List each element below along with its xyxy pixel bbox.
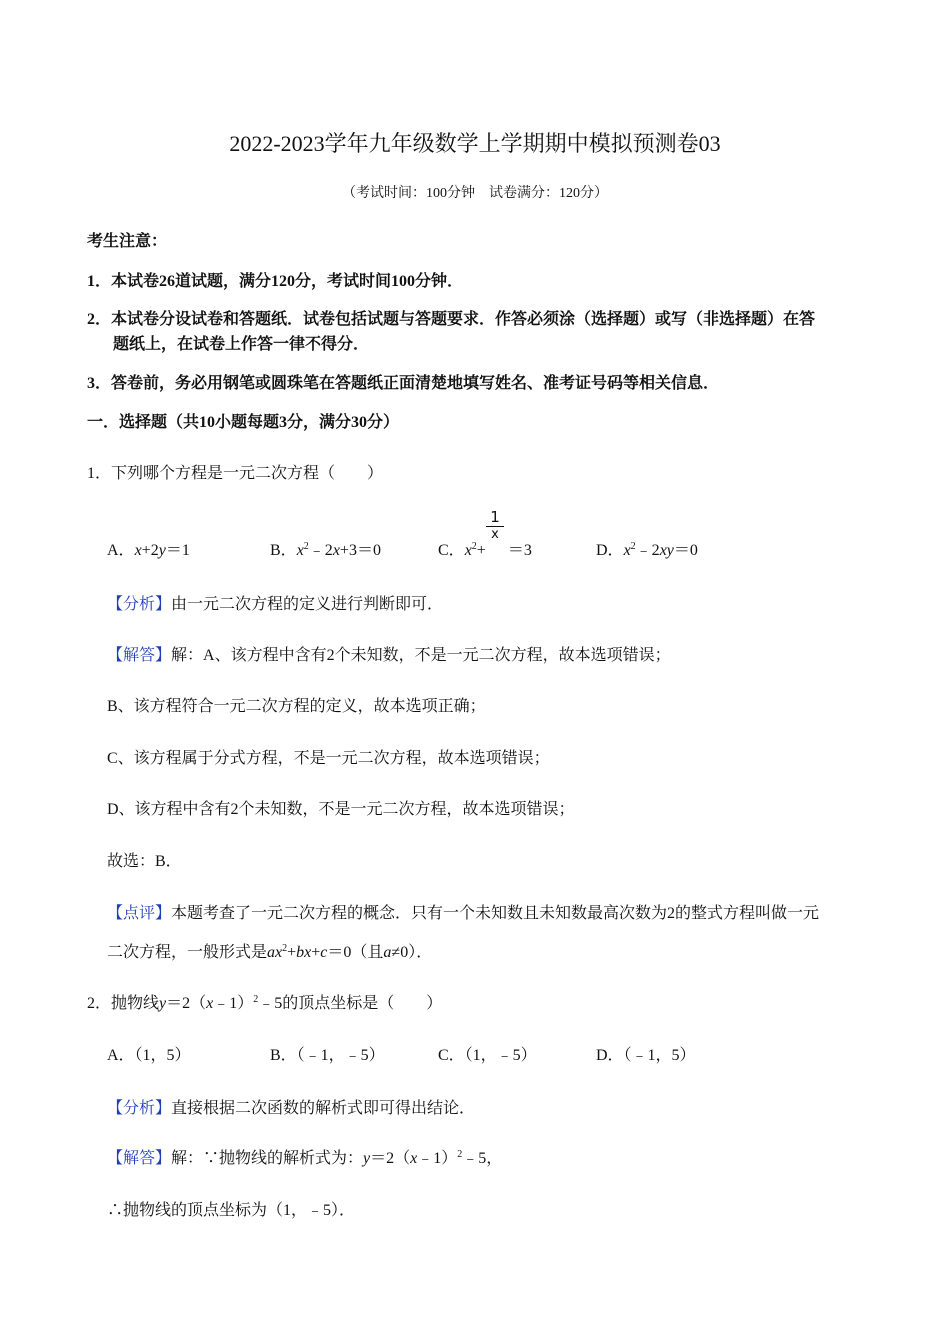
q1-answer-line-3: C、该方程属于分式方程，不是一元二次方程，故本选项错误； (107, 750, 550, 767)
q1-answer-line-5: 故选：B． (107, 853, 182, 870)
notice-item-3: 3．答卷前，务必用钢笔或圆珠笔在答题纸正面清楚地填写姓名、准考证号码等相关信息． (87, 375, 720, 392)
q1-analysis-text: 由一元二次方程的定义进行判断即可． (171, 596, 444, 613)
q1-analysis-tag: 【分析】 (107, 596, 172, 613)
q2-option-a: A．（1，5） (107, 1047, 191, 1064)
q1-option-c-expr: $x^2+ =3$ (464, 541, 532, 559)
page-title: 2022-2023学年九年级数学上学期期中模拟预测卷03 (229, 131, 721, 156)
q1-option-b-label: B． (270, 542, 297, 559)
q1-answer-line-1: 解：A、该方程中含有2个未知数，不是一元二次方程，故本选项错误； (171, 647, 671, 664)
q2-analysis (107, 1095, 475, 1118)
q1-option-c-fraction: $\frac{1}{x}$ (486, 508, 504, 543)
q1-answer (107, 642, 671, 665)
q2-answer (107, 1145, 502, 1168)
q2-analysis-tag: 【分析】 (107, 1100, 172, 1117)
notice-item-2-cont: 题纸上，在试卷上作答一律不得分． (113, 336, 370, 353)
q2-option-b: B．（﹣1，﹣5） (270, 1047, 385, 1064)
section-heading: 一．选择题（共10小题每题3分，满分30分） (87, 414, 400, 431)
question-1-stem: 1．下列哪个方程是一元二次方程（ ） (87, 465, 384, 482)
exam-info: （考试时间：100分钟 试卷满分：120分） (342, 186, 608, 201)
q2-answer-tag: 【解答】 (107, 1150, 172, 1167)
question-2-stem: 2．抛物线y＝2（x﹣1）$^2$﹣5的顶点坐标是（ ） (87, 994, 443, 1012)
q1-comment-line-1: 本题考查了一元二次方程的概念．只有一个未知数且未知数最高次数为2的整式方程叫做一元 (171, 905, 820, 922)
q2-answer-line-2: ∴抛物线的顶点坐标为（1，﹣5）． (107, 1202, 356, 1219)
q2-option-c: C．（1，﹣5） (438, 1047, 537, 1064)
notice-item-2: 2．本试卷分设试卷和答题纸．试卷包括试题与答题要求．作答必须涂（选择题）或写（非选择题）在答 (87, 311, 816, 328)
q1-option-b (270, 537, 381, 560)
q2-option-d: D．（﹣1，5） (596, 1047, 696, 1064)
q1-option-d (596, 537, 698, 560)
q1-option-c-label: C． (438, 542, 465, 559)
q1-option-a-expr: x+2y＝1 (134, 542, 190, 559)
q1-answer-tag: 【解答】 (107, 647, 172, 664)
q1-answer-line-2: B、该方程符合一元二次方程的定义，故本选项正确； (107, 698, 486, 715)
q1-option-b-expr: $x^2﹣2x+3=0$ (296, 541, 381, 559)
notice-heading: 考生注意： (87, 233, 168, 250)
q1-option-a (107, 537, 190, 560)
notice-item-1: 1．本试卷26道试题，满分120分，考试时间100分钟． (87, 273, 464, 290)
q2-analysis-text: 直接根据二次函数的解析式即可得出结论． (171, 1100, 476, 1117)
q1-option-d-label: D． (596, 542, 624, 559)
q1-comment-line-2: 二次方程，一般形式是$ax^2+bx+c=0$（且a≠0）． (107, 943, 433, 961)
q2-answer-line-1: 解：∵抛物线的解析式为：y＝2（x﹣1）$^2$﹣5， (171, 1149, 503, 1167)
q1-comment (107, 900, 819, 923)
q1-option-d-expr: $x^2﹣2xy=0$ (623, 541, 698, 559)
q1-answer-line-4: D、该方程中含有2个未知数，不是一元二次方程，故本选项错误； (107, 801, 575, 818)
q1-option-a-label: A． (107, 542, 135, 559)
q1-option-c (438, 537, 532, 560)
q1-analysis (107, 591, 443, 614)
q1-comment-tag: 【点评】 (107, 905, 172, 922)
